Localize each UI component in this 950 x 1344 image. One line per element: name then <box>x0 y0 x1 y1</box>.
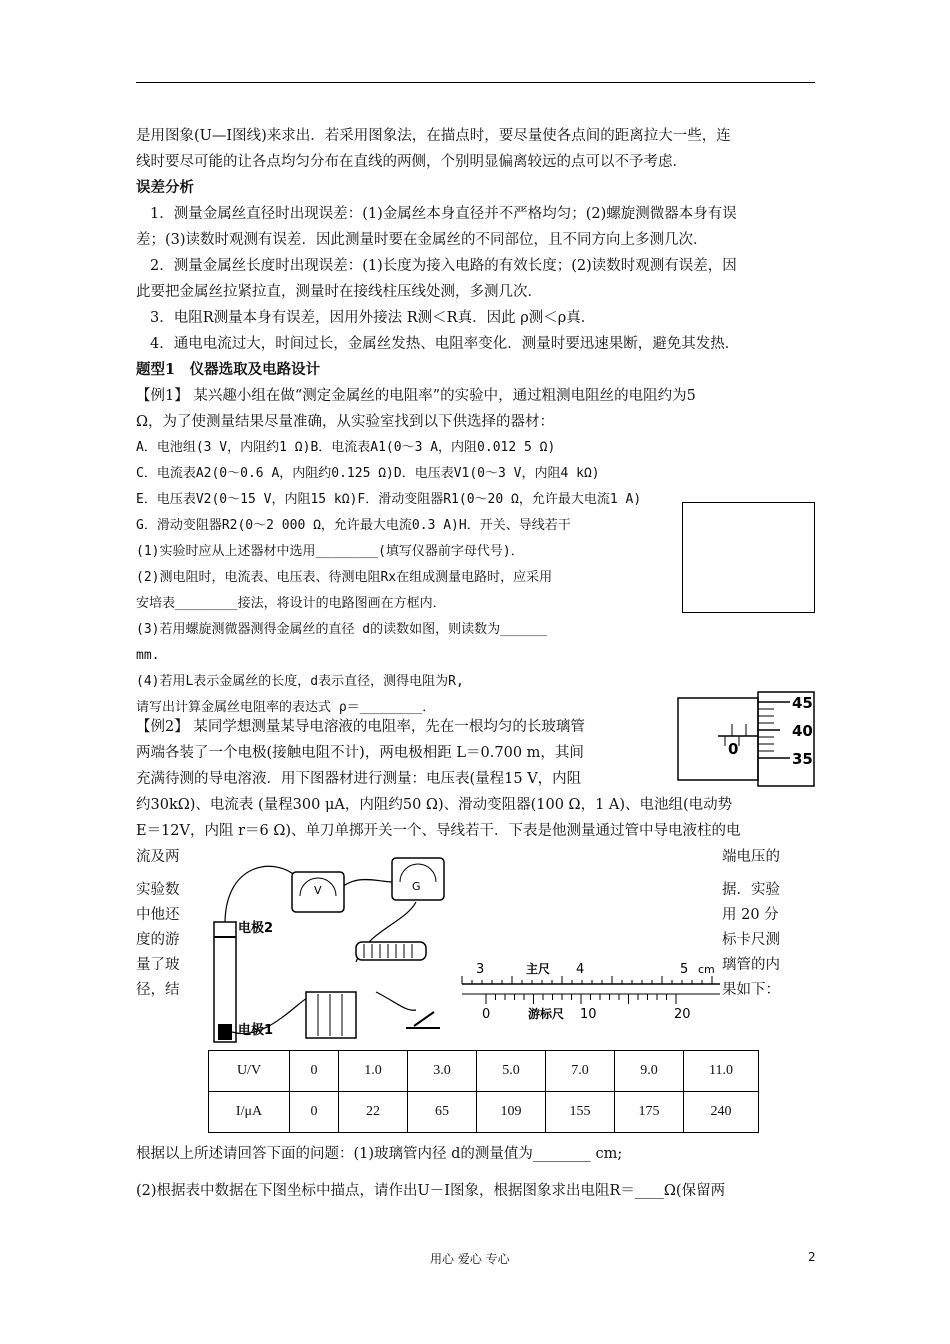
text-line: (2)根据表中数据在下图坐标中描点，请作出U－I图象，根据图象求出电阻R＝____Ω(保留两 <box>136 1183 726 1199</box>
text-line: 此要把金属丝拉紧拉直，测量时在接线柱压线处测，多测几次． <box>136 284 542 300</box>
table-header-voltage: U/V <box>209 1051 290 1092</box>
caliper-main-label: 主尺 <box>526 962 551 976</box>
wrap-left: 量了玻 <box>136 957 180 973</box>
text-line: 充满待测的导电溶液．用下图器材进行测量：电压表(量程15 V，内阻 <box>136 771 582 787</box>
wrap-left: 度的游 <box>136 932 180 948</box>
question-line: 请写出计算金属丝电阻率的表达式 ρ＝________． <box>136 700 436 715</box>
wrap-right: 标卡尺测 <box>722 932 780 948</box>
text-line: 【例1】 某兴趣小组在做“测定金属丝的电阻率”的实验中，通过粗测电阻丝的电阻约为5 <box>136 388 696 404</box>
circuit-answer-box <box>682 502 815 613</box>
question-line: (1)实验时应从上述器材中选用________(填写仪器前字母代号)． <box>136 544 524 559</box>
text-line: 约30kΩ)、电流表 (量程300 μA，内阻约50 Ω)、滑动变阻器(100 Ω，1 A)、电池组(电动势 <box>136 797 733 813</box>
wrap-left: 中他还 <box>136 907 180 923</box>
section-heading: 题型1 仪器选取及电路设计 <box>136 361 321 378</box>
option-line: E．电压表V2(0～15 V，内阻15 kΩ)F．滑动变阻器R1(0～20 Ω，允许最大电流1 A) <box>136 492 642 507</box>
wrap-right: 端电压的 <box>722 849 780 865</box>
data-table <box>208 1050 759 1133</box>
text-line: 3．电阻R测量本身有误差，因用外接法 R测＜R真．因此 ρ测＜ρ真． <box>150 310 596 326</box>
table-header-current: I/μA <box>209 1092 290 1133</box>
caliper-unit: cm <box>698 963 715 976</box>
wrap-right: 璃管的内 <box>722 957 780 973</box>
text-line: 根据以上所述请回答下面的问题：(1)玻璃管内径 d的测量值为________ cm; <box>136 1146 623 1162</box>
table-cell: 109 <box>477 1092 546 1133</box>
wrap-left: 径，结 <box>136 982 180 998</box>
text-line: 【例2】 某同学想测量某导电溶液的电阻率，先在一根均匀的长玻璃管 <box>136 719 585 735</box>
micrometer-zero: 0 <box>728 740 739 758</box>
table-cell: 9.0 <box>615 1051 684 1092</box>
question-line: mm. <box>136 648 160 663</box>
table-cell: 65 <box>408 1092 477 1133</box>
text-line: 两端各装了一个电极(接触电阻不计)，两电极相距 L＝0.700 m，其间 <box>136 745 584 761</box>
header-rule <box>136 82 815 83</box>
table-cell: 240 <box>684 1092 759 1133</box>
table-cell: 11.0 <box>684 1051 759 1092</box>
caliper-main-tick: 4 <box>576 962 585 977</box>
option-line: C．电流表A2(0～0.6 A，内阻约0.125 Ω)D．电压表V1(0～3 V，内阻4 kΩ) <box>136 466 600 481</box>
micrometer-label-40: 40 <box>792 722 813 740</box>
wrap-left: 实验数 <box>136 882 180 898</box>
table-cell: 1.0 <box>339 1051 408 1092</box>
text-line: Ω，为了使测量结果尽量准确，从实验室找到以下供选择的器材： <box>136 414 555 430</box>
electrode1-label: 电极1 <box>238 1023 274 1038</box>
apparatus-diagram <box>206 852 446 1046</box>
text-line: 1．测量金属丝直径时出现误差：(1)金属丝本身直径并不严格均匀；(2)螺旋测微器本身有误 <box>150 206 737 222</box>
option-line: A．电池组(3 V，内阻约1 Ω)B．电流表A1(0～3 A，内阻0.012 5 Ω) <box>136 440 556 455</box>
galvanometer-label: G <box>412 880 421 893</box>
text-line: 2．测量金属丝长度时出现误差：(1)长度为接入电路的有效长度；(2)读数时观测有误差，因 <box>150 258 737 274</box>
footer-motto: 用心 爱心 专心 <box>430 1252 510 1266</box>
table-row-current <box>209 1092 759 1133</box>
question-line: (4)若用L表示金属丝的长度，d表示直径，测得电阻为R, <box>136 674 464 689</box>
caliper-vernier-tick: 10 <box>580 1007 597 1022</box>
table-cell: 3.0 <box>408 1051 477 1092</box>
caliper-main-tick: 3 <box>476 962 485 977</box>
caliper-vernier-tick: 20 <box>674 1007 691 1022</box>
text-line: 是用图象(U—I图线)来求出．若采用图象法，在描点时，要尽量使各点间的距离拉大一些，连 <box>136 128 731 144</box>
question-line: (3)若用螺旋测微器测得金属丝的直径 d的读数如图，则读数为______ <box>136 622 548 637</box>
wrap-right: 用 20 分 <box>722 907 779 923</box>
wrap-right: 据．实验 <box>722 882 780 898</box>
table-cell: 7.0 <box>546 1051 615 1092</box>
micrometer-label-45: 45 <box>792 694 813 712</box>
table-cell: 155 <box>546 1092 615 1133</box>
table-row-voltage <box>209 1051 759 1092</box>
rheostat <box>356 942 426 960</box>
wrap-right: 果如下： <box>722 982 780 998</box>
table-cell: 175 <box>615 1092 684 1133</box>
table-cell: 22 <box>339 1092 408 1133</box>
electrode2-label: 电极2 <box>238 921 274 936</box>
question-line: (2)测电阻时，电流表、电压表、待测电阻Rx在组成测量电路时，应采用 <box>136 570 553 585</box>
micrometer-diagram <box>670 690 820 790</box>
caliper-ticks <box>462 976 712 1004</box>
caliper-vernier-tick: 0 <box>482 1007 491 1022</box>
page-number: 2 <box>808 1250 816 1264</box>
micrometer-label-35: 35 <box>792 750 813 768</box>
table-cell: 0 <box>290 1051 339 1092</box>
electrode-bottom <box>218 1024 232 1040</box>
battery <box>306 992 356 1038</box>
text-line: E＝12V，内阻 r＝6 Ω)、单刀单掷开关一个、导线若干．下表是他测量通过管中导电液柱的电 <box>136 823 741 839</box>
caliper-main-tick: 5 <box>680 962 689 977</box>
caliper-vernier-label: 游标尺 <box>528 1007 565 1021</box>
text-line: 4．通电电流过大，时间过长，金属丝发热、电阻率变化．测量时要迅速果断，避免其发热． <box>150 336 740 352</box>
caliper-diagram <box>458 960 728 1024</box>
text-line: 线时要尽可能的让各点均匀分布在直线的两侧，个别明显偏离较远的点可以不予考虑． <box>136 154 687 170</box>
question-line: 安培表________接法，将设计的电路图画在方框内． <box>136 596 446 611</box>
voltmeter-label: V <box>314 884 322 897</box>
table-cell: 0 <box>290 1092 339 1133</box>
option-line: G．滑动变阻器R2(0～2 000 Ω，允许最大电流0.3 A)H．开关、导线若干 <box>136 518 571 533</box>
wrap-left: 流及两 <box>136 849 180 865</box>
text-line: 差；(3)读数时观测有误差．因此测量时要在金属丝的不同部位，且不同方向上多测几次． <box>136 232 708 248</box>
table-cell: 5.0 <box>477 1051 546 1092</box>
section-heading: 误差分析 <box>136 179 194 196</box>
switch-lever <box>414 1012 434 1026</box>
